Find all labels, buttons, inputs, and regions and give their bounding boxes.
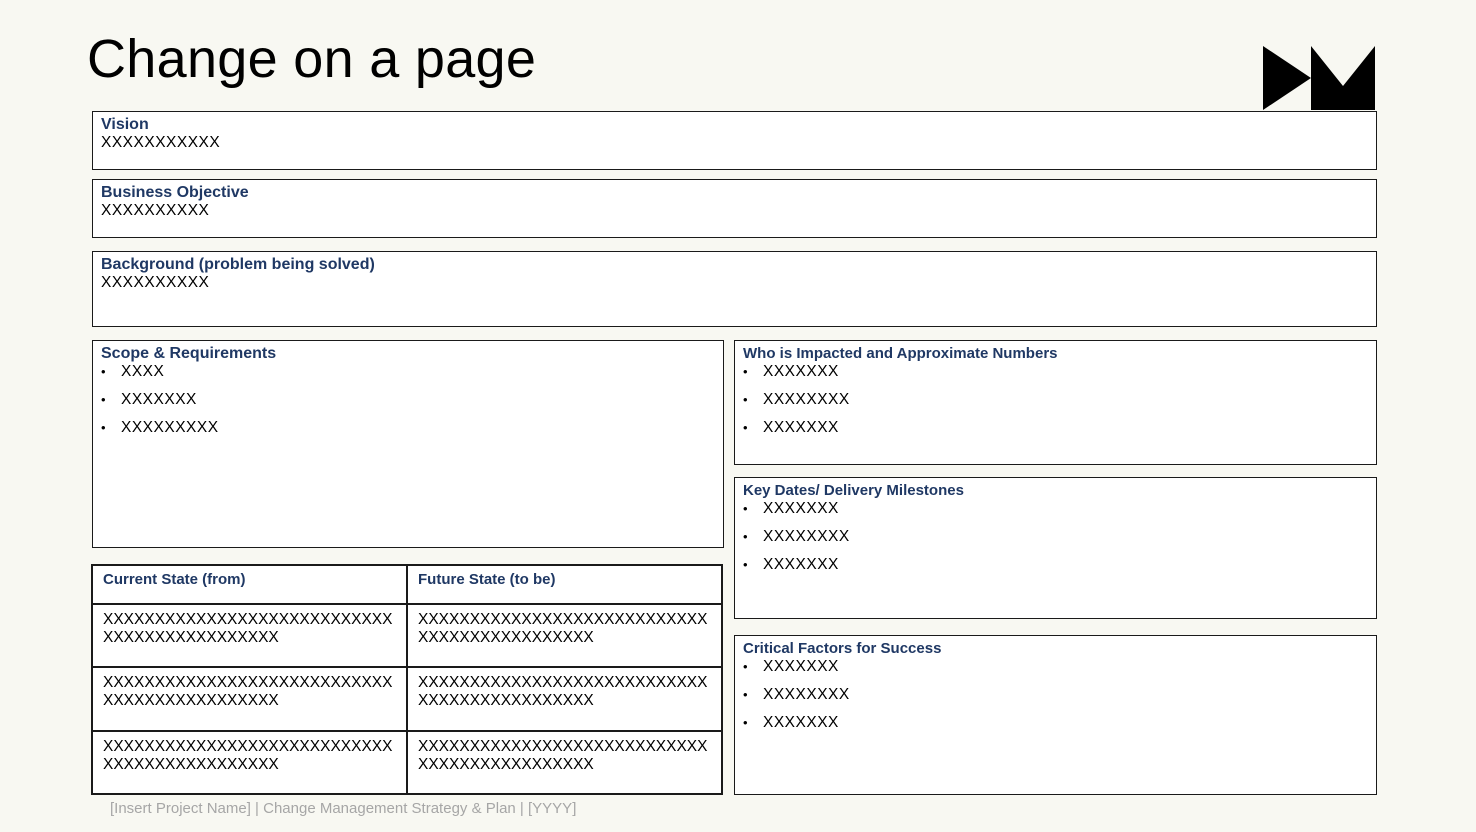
scope-item: • XXXX: [101, 363, 715, 391]
key-dates-box: [734, 477, 1377, 619]
footer-text: [Insert Project Name] | Change Management Strategy & Plan | [YYYY]: [110, 800, 577, 817]
critical-factors-item: • XXXXXXXX: [743, 686, 1368, 714]
state-table: [91, 564, 723, 795]
impacted-item: • XXXXXXX: [743, 363, 1368, 391]
background-value: XXXXXXXXXX: [101, 274, 210, 291]
background-box: [92, 251, 1377, 327]
scope-item: • XXXXXXX: [101, 391, 715, 419]
vision-heading: Vision: [101, 116, 149, 133]
key-dates-item: • XXXXXXX: [743, 500, 1368, 528]
table-row: [92, 731, 722, 794]
current-state-cell: XXXXXXXXXXXXXXXXXXXXXXXXXXXXXXXXXXXXXXXXXXXXX: [92, 667, 407, 730]
critical-factors-item: • XXXXXXX: [743, 658, 1368, 686]
key-dates-list: [743, 500, 1368, 584]
current-state-header: Current State (from): [92, 565, 407, 604]
page-title: Change on a page: [87, 29, 537, 89]
impacted-heading: Who is Impacted and Approximate Numbers: [743, 345, 1058, 362]
impacted-box: [734, 340, 1377, 465]
scope-item: • XXXXXXXXX: [101, 419, 715, 447]
impacted-list: [743, 363, 1368, 447]
future-state-cell: XXXXXXXXXXXXXXXXXXXXXXXXXXXXXXXXXXXXXXXXXXXXX: [407, 667, 722, 730]
business-objective-box: [92, 179, 1377, 238]
business-objective-heading: Business Objective: [101, 184, 249, 201]
impacted-item: • XXXXXXXX: [743, 391, 1368, 419]
vision-box: [92, 111, 1377, 170]
table-row: [92, 604, 722, 667]
future-state-header: Future State (to be): [407, 565, 722, 604]
key-dates-item: • XXXXXXXX: [743, 528, 1368, 556]
impacted-item: • XXXXXXX: [743, 419, 1368, 447]
scope-heading: Scope & Requirements: [101, 345, 277, 362]
critical-factors-heading: Critical Factors for Success: [743, 640, 942, 657]
future-state-cell: XXXXXXXXXXXXXXXXXXXXXXXXXXXXXXXXXXXXXXXXXXXXX: [407, 731, 722, 794]
future-state-cell: XXXXXXXXXXXXXXXXXXXXXXXXXXXXXXXXXXXXXXXXXXXXX: [407, 604, 722, 667]
table-row: [92, 667, 722, 730]
background-heading: Background (problem being solved): [101, 256, 375, 273]
scope-list: [101, 363, 715, 447]
business-objective-value: XXXXXXXXXX: [101, 202, 210, 219]
key-dates-heading: Key Dates/ Delivery Milestones: [743, 482, 964, 499]
key-dates-item: • XXXXXXX: [743, 556, 1368, 584]
dm-logo-icon: [1263, 46, 1377, 112]
critical-factors-list: [743, 658, 1368, 742]
state-table-header-row: [92, 565, 722, 604]
current-state-cell: XXXXXXXXXXXXXXXXXXXXXXXXXXXXXXXXXXXXXXXXXXXXX: [92, 731, 407, 794]
critical-factors-box: [734, 635, 1377, 795]
critical-factors-item: • XXXXXXX: [743, 714, 1368, 742]
vision-value: XXXXXXXXXXX: [101, 134, 221, 151]
current-state-cell: XXXXXXXXXXXXXXXXXXXXXXXXXXXXXXXXXXXXXXXXXXXXX: [92, 604, 407, 667]
scope-box: [92, 340, 724, 548]
